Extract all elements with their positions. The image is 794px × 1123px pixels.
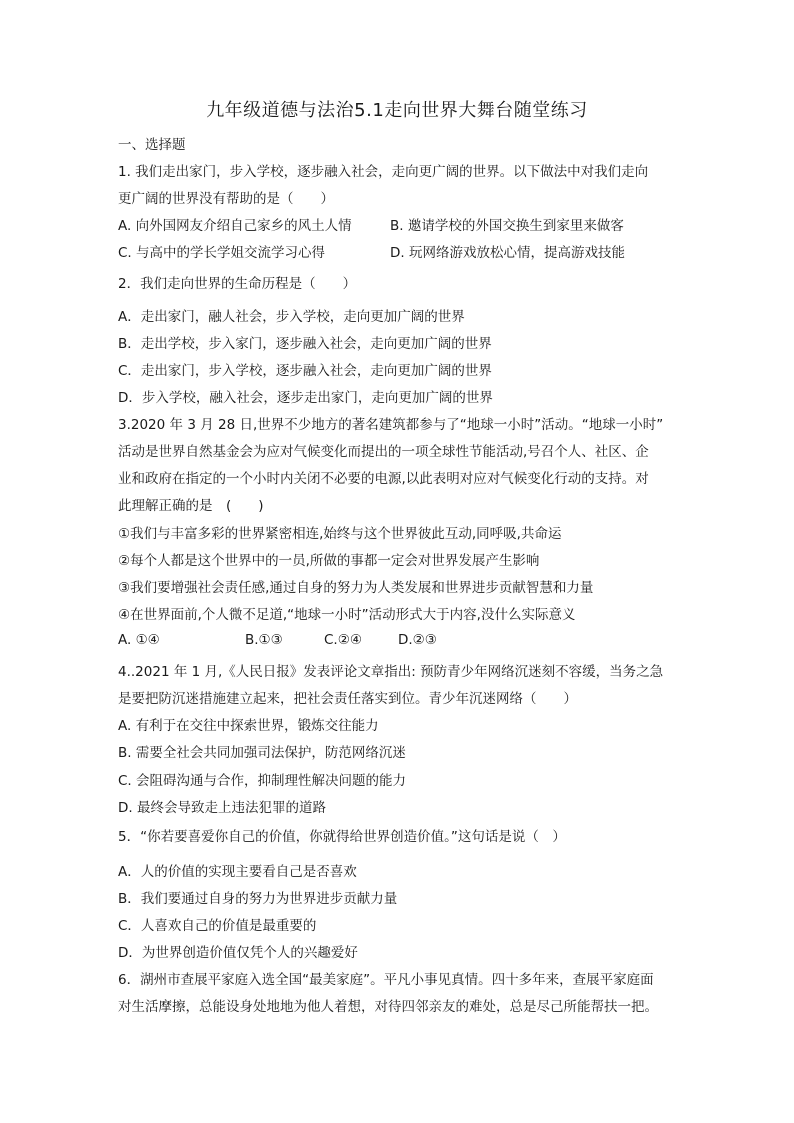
q4-option-a: A. 有利于在交往中探索世界，锻炼交往能力	[118, 718, 379, 734]
q2-option-a: A．走出家门，融人社会，步入学校，走向更加广阔的世界	[118, 309, 465, 325]
q2-stem: 2．我们走向世界的生命历程是（ ）	[118, 276, 357, 292]
q3-statement-3: ③我们要增强社会责任感,通过自身的努力为人类发展和世界进步贡献智慧和力量	[118, 580, 594, 596]
q3-option-d: D.②③	[398, 632, 437, 648]
q3-stem-line-3: 业和政府在指定的一个小时内关闭不必要的电源,以此表明对应对气候变化行动的支持。对	[118, 471, 649, 487]
q5-option-c: C．人喜欢自己的价值是最重要的	[118, 918, 317, 934]
q3-statement-2: ②每个人都是这个世界中的一员,所做的事都一定会对世界发展产生影响	[118, 553, 540, 569]
q3-stem-line-2: 活动是世界自然基金会为应对气候变化而提出的一项全球性节能活动,号召个人、社区、企	[118, 444, 649, 460]
q2-option-c: C．走出家门，步入学校，逐步融入社会，走向更加广阔的世界	[118, 363, 492, 379]
q4-stem-line-2: 是要把防沉迷措施建立起来，把社会责任落实到位。青少年沉迷网络（ ）	[118, 691, 577, 707]
q1-option-a: A. 向外国网友介绍自己家乡的风土人情	[118, 218, 352, 234]
q1-option-b: B. 邀请学校的外国交换生到家里来做客	[390, 218, 624, 234]
q1-stem-line-1: 1. 我们走出家门，步入学校，逐步融入社会，走向更广阔的世界。以下做法中对我们走向	[118, 164, 649, 180]
q3-option-a: A. ①④	[118, 632, 160, 648]
q2-option-b: B．走出学校，步入家门，逐步融入社会，走向更加广阔的世界	[118, 336, 492, 352]
page-title: 九年级道德与法治5.1走向世界大舞台随堂练习	[206, 100, 588, 121]
q3-stem-line-1: 3.2020 年 3 月 28 日,世界不少地方的著名建筑都参与了“地球一小时”活动。“地球一小时”	[118, 417, 664, 433]
q3-stem-line-4: 此理解正确的是 ( )	[118, 498, 264, 514]
section-heading: 一、选择题	[118, 137, 186, 153]
q5-option-a: A．人的价值的实现主要看自己是否喜欢	[118, 864, 357, 880]
q1-option-c: C. 与高中的学长学姐交流学习心得	[118, 245, 326, 261]
q3-option-c: C.②④	[324, 632, 362, 648]
q4-option-b: B. 需要全社会共同加强司法保护，防范网络沉迷	[118, 745, 406, 761]
q2-option-d: D．步入学校，融入社会，逐步走出家门，走向更加广阔的世界	[118, 390, 493, 406]
q5-option-d: D．为世界创造价值仅凭个人的兴趣爱好	[118, 945, 358, 961]
q6-stem-line-1: 6．湖州市查展平家庭入选全国“最美家庭”。平凡小事见真情。四十多年来，查展平家庭面	[118, 972, 654, 988]
q4-stem-line-1: 4..2021 年 1 月,《人民日报》发表评论文章指出: 预防青少年网络沉迷刻不容缓，当务之急	[118, 664, 664, 680]
q1-stem-line-2: 更广阔的世界没有帮助的是（ ）	[118, 191, 334, 207]
q3-statement-4: ④在世界面前,个人微不足道,“地球一小时”活动形式大于内容,没什么实际意义	[118, 607, 576, 623]
q4-option-d: D. 最终会导致走上违法犯罪的道路	[118, 800, 326, 816]
q4-option-c: C. 会阻碍沟通与合作，抑制理性解决问题的能力	[118, 773, 407, 789]
q5-stem: 5．“你若要喜爱你自己的价值，你就得给世界创造价值。”这句话是说（ ）	[118, 829, 566, 845]
q3-option-b: B.①③	[245, 632, 283, 648]
q3-statement-1: ①我们与丰富多彩的世界紧密相连,始终与这个世界彼此互动,同呼吸,共命运	[118, 526, 562, 542]
q6-stem-line-2: 对生活摩擦，总能设身处地地为他人着想，对待四邻亲友的难处，总是尽己所能帮扶一把。	[118, 999, 658, 1015]
q5-option-b: B．我们要通过自身的努力为世界进步贡献力量	[118, 891, 398, 907]
q1-option-d: D. 玩网络游戏放松心情，提高游戏技能	[390, 245, 625, 261]
